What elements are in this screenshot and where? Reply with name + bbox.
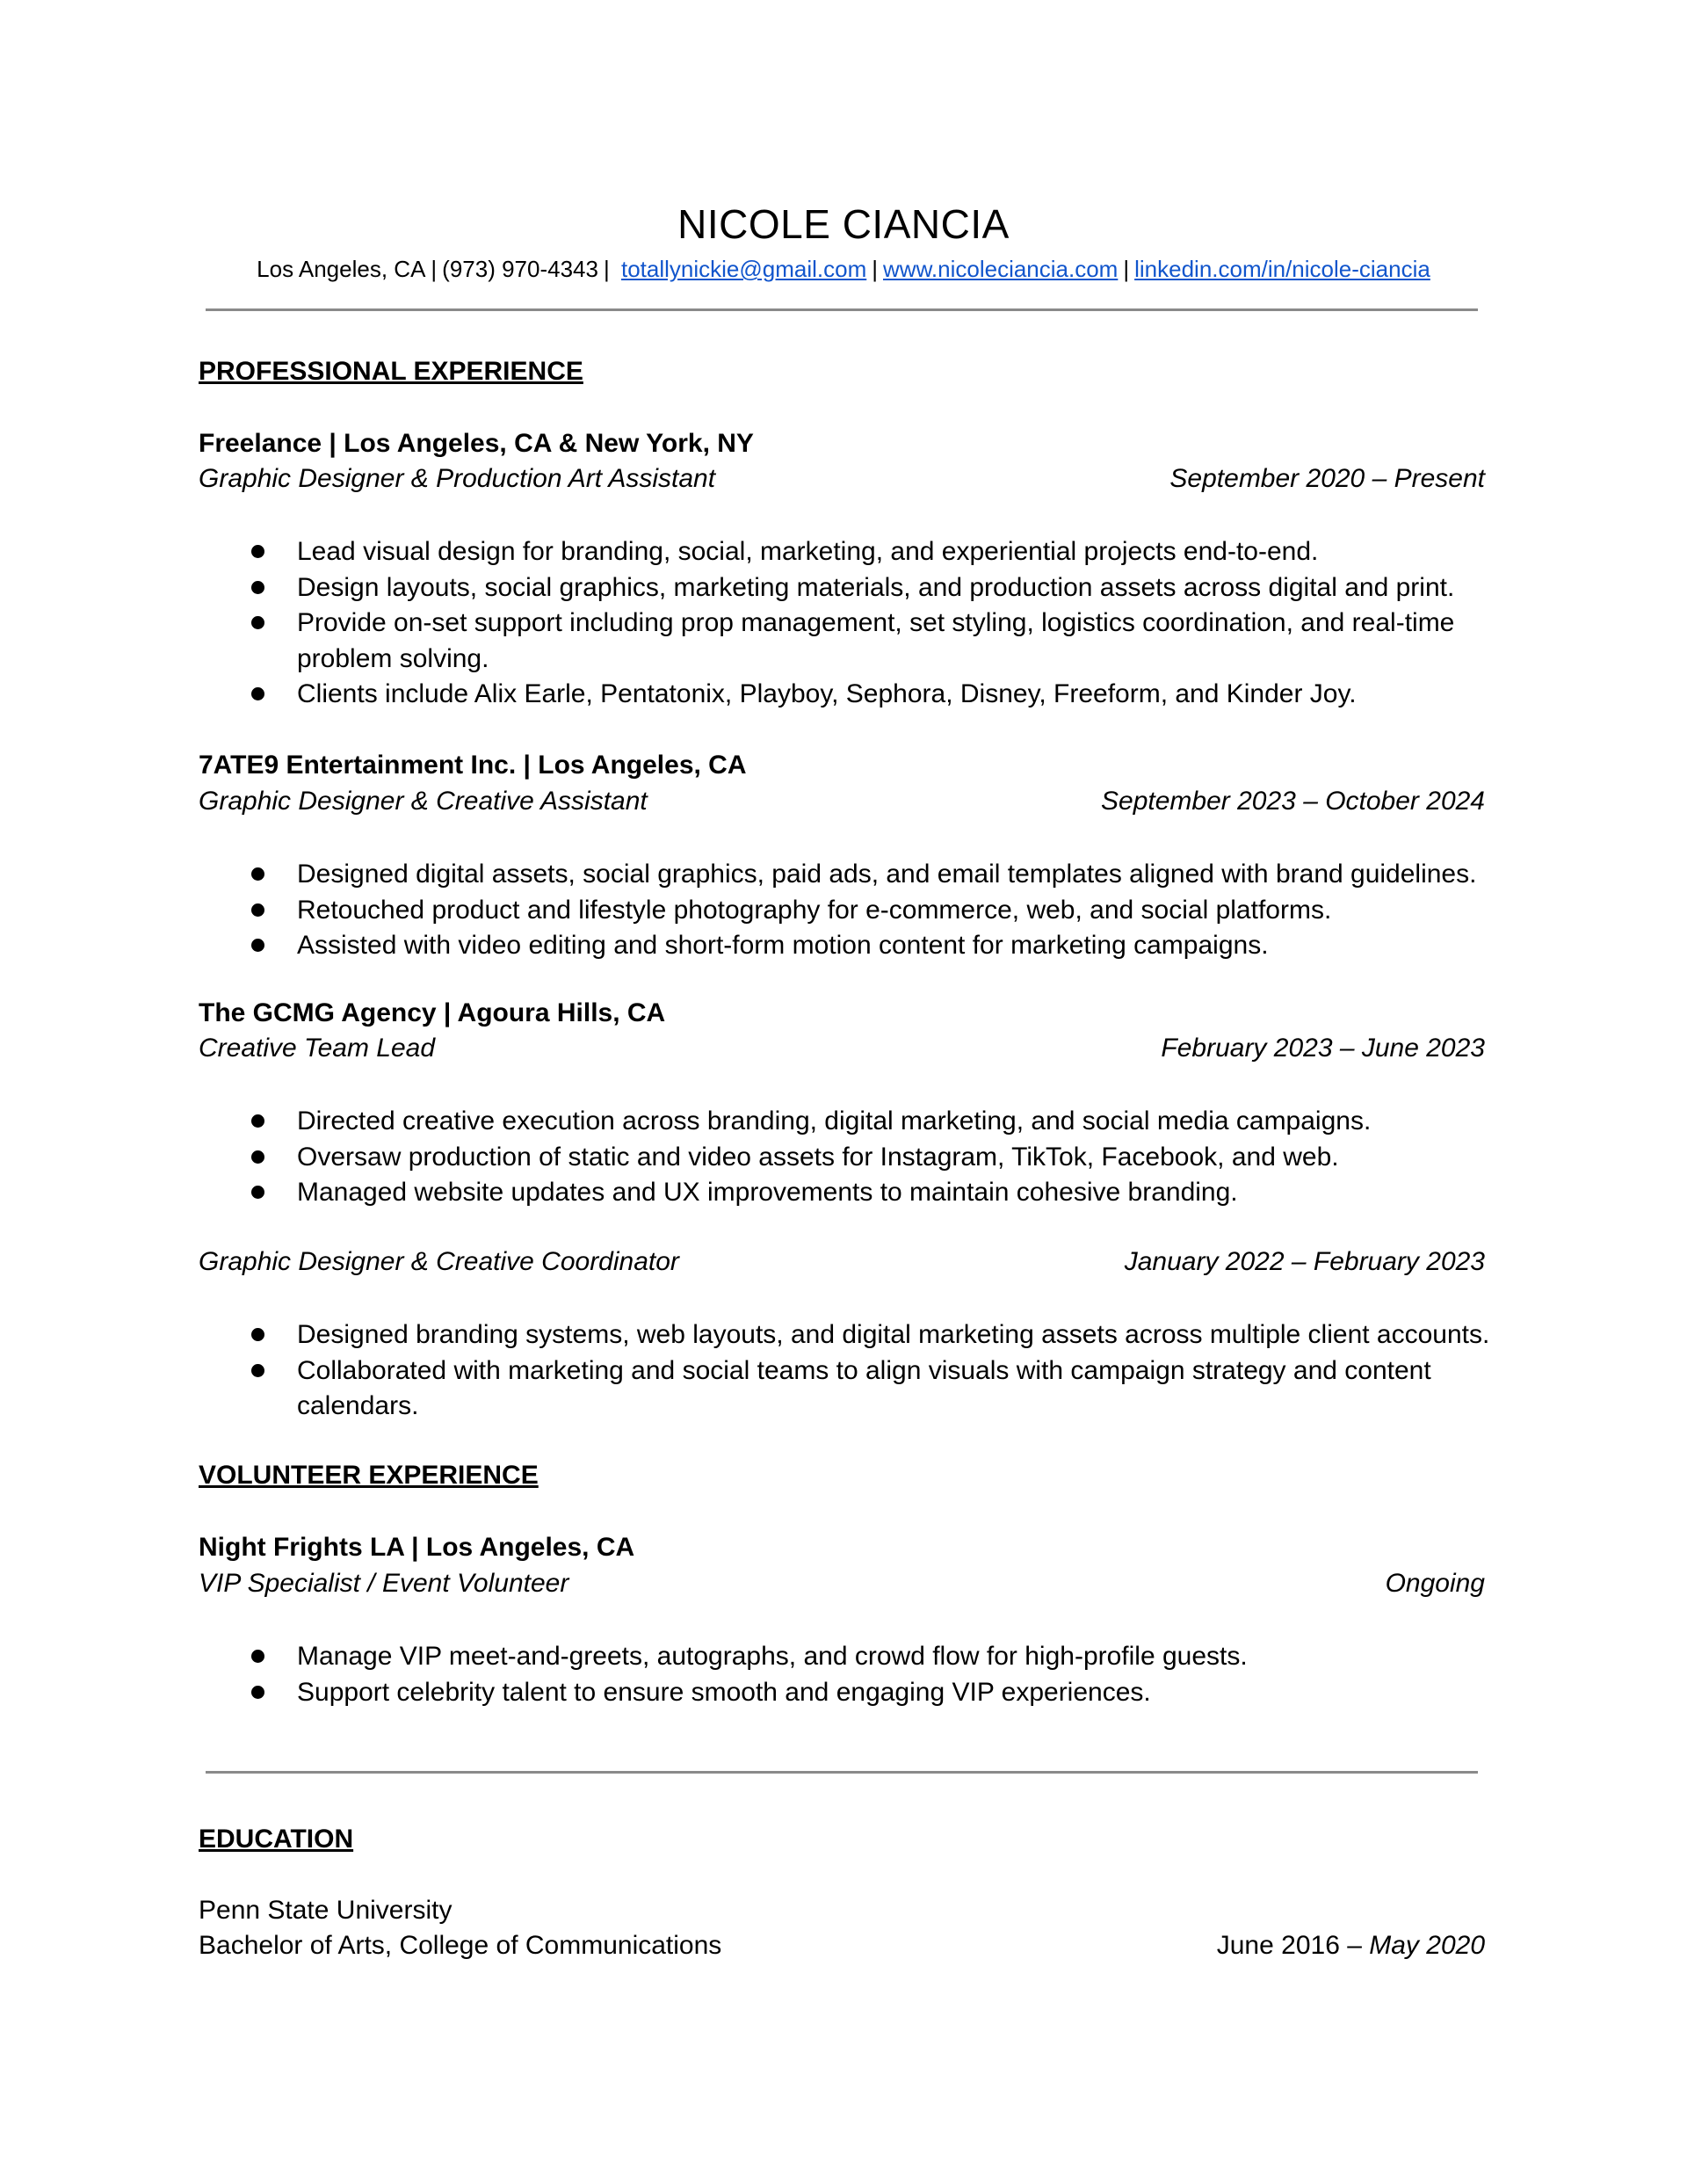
- bullet-item: Designed branding systems, web layouts, and digital marketing assets across multiple client accounts.: [199, 1317, 1490, 1353]
- email-link[interactable]: totallynickie@gmail.com: [620, 256, 867, 282]
- bullet-dot: [251, 1686, 264, 1699]
- volunteer-role: VIP Specialist / Event Volunteer: [199, 1569, 569, 1598]
- website-link[interactable]: www.nicoleciancia.com: [883, 256, 1119, 282]
- job-bullets: [199, 857, 1490, 964]
- bullet-dot: [251, 1114, 264, 1128]
- separator: |: [1123, 256, 1130, 282]
- separator: |: [603, 256, 610, 282]
- bullet-dot: [251, 1328, 264, 1341]
- education-dates: [1217, 1930, 1485, 1962]
- bullet-item: Manage VIP meet-and-greets, autographs, and crowd flow for high-profile guests.: [199, 1639, 1490, 1675]
- job-company: Freelance | Los Angeles, CA & New York, NY: [199, 429, 754, 458]
- volunteer-bullets: [199, 1639, 1490, 1710]
- section-heading-volunteer: VOLUNTEER EXPERIENCE: [199, 1461, 539, 1490]
- job-dates: February 2023 – June 2023: [1161, 1034, 1485, 1063]
- school-name: Penn State University: [199, 1896, 453, 1925]
- bullet-dot: [251, 939, 264, 952]
- job-company: The GCMG Agency | Agoura Hills, CA: [199, 998, 666, 1027]
- candidate-name: NICOLE CIANCIA: [677, 201, 1010, 247]
- separator: |: [872, 256, 879, 282]
- bullet-item: Oversaw production of static and video assets for Instagram, TikTok, Facebook, and web.: [199, 1140, 1490, 1176]
- job-role: Graphic Designer & Production Art Assistant: [199, 464, 716, 493]
- contact-line: [0, 256, 1687, 283]
- bullet-item: Assisted with video editing and short-form motion content for marketing campaigns.: [199, 928, 1490, 964]
- bullet-item: Provide on-set support including prop management, set styling, logistics coordination, and real-time problem solving.: [199, 606, 1490, 677]
- bullet-dot: [251, 581, 264, 594]
- degree: Bachelor of Arts, College of Communications: [199, 1931, 722, 1960]
- bullet-item: Designed digital assets, social graphics, paid ads, and email templates aligned with brand guidelines.: [199, 857, 1490, 893]
- section-heading-education: EDUCATION: [199, 1825, 354, 1854]
- section-heading-professional: PROFESSIONAL EXPERIENCE: [199, 357, 583, 386]
- volunteer-company: Night Frights LA | Los Angeles, CA: [199, 1533, 635, 1562]
- bullet-item: Support celebrity talent to ensure smooth and engaging VIP experiences.: [199, 1675, 1490, 1711]
- bullet-dot: [251, 1650, 264, 1663]
- bullet-dot: [251, 687, 264, 700]
- job-bullets: [199, 1104, 1490, 1211]
- job-role: Graphic Designer & Creative Assistant: [199, 787, 648, 816]
- volunteer-dates: Ongoing: [1385, 1569, 1485, 1598]
- bullet-dot: [251, 616, 264, 629]
- job-role: Creative Team Lead: [199, 1034, 436, 1063]
- bullet-item: Directed creative execution across branding, digital marketing, and social media campaigns.: [199, 1104, 1490, 1140]
- bullet-dot: [251, 1364, 264, 1377]
- bullet-dot: [251, 1150, 264, 1164]
- bullet-item: Lead visual design for branding, social, marketing, and experiential projects end-to-end.: [199, 534, 1490, 570]
- divider: [206, 308, 1478, 311]
- bullet-dot: [251, 1186, 264, 1199]
- bullet-item: Clients include Alix Earle, Pentatonix, Playboy, Sephora, Disney, Freeform, and Kinder Joy.: [199, 677, 1490, 713]
- bullet-dot: [251, 545, 264, 558]
- job-dates: September 2020 – Present: [1169, 464, 1485, 493]
- divider: [206, 1771, 1478, 1774]
- job-bullets: [199, 534, 1490, 713]
- location: Los Angeles, CA: [257, 256, 426, 282]
- bullet-item: Design layouts, social graphics, marketing materials, and production assets across digital and print.: [199, 570, 1490, 606]
- bullet-dot: [251, 867, 264, 881]
- bullet-dot: [251, 903, 264, 917]
- job-role: Graphic Designer & Creative Coordinator: [199, 1247, 679, 1276]
- separator: |: [431, 256, 438, 282]
- bullet-item: Collaborated with marketing and social teams to align visuals with campaign strategy and content calendars.: [199, 1353, 1490, 1425]
- education-date-end: May 2020: [1369, 1931, 1485, 1960]
- job-dates: January 2022 – February 2023: [1124, 1247, 1485, 1276]
- job-company: 7ATE9 Entertainment Inc. | Los Angeles, CA: [199, 751, 747, 780]
- job-bullets: [199, 1317, 1490, 1425]
- bullet-item: Managed website updates and UX improvements to maintain cohesive branding.: [199, 1175, 1490, 1211]
- bullet-item: Retouched product and lifestyle photography for e-commerce, web, and social platforms.: [199, 893, 1490, 929]
- education-date-start: June 2016 –: [1216, 1931, 1362, 1960]
- job-dates: September 2023 – October 2024: [1101, 787, 1485, 816]
- phone: (973) 970-4343: [442, 256, 598, 282]
- linkedin-link[interactable]: linkedin.com/in/nicole-ciancia: [1134, 256, 1430, 282]
